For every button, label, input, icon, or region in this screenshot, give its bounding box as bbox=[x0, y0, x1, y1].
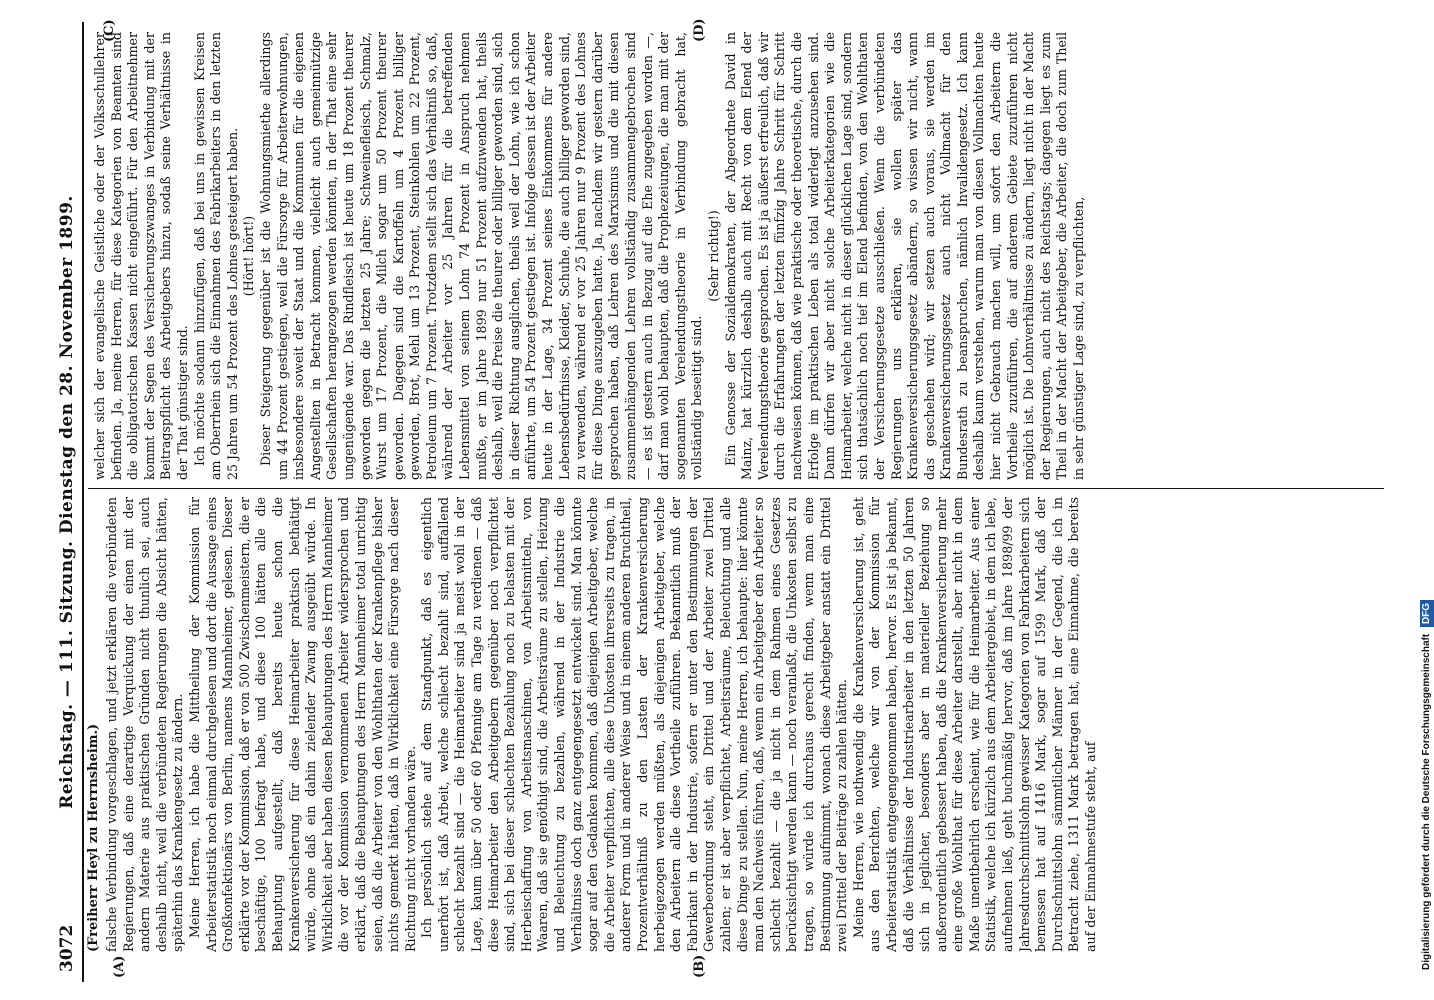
paragraph: Ich persönlich stehe auf dem Standpunkt, daß es eigentlich unerhört ist, daß Arbeit, welche schlecht bezahlt sind, auffallend schlecht bezahlt sind — die Heimarbeiter sind ja meist wohl in der Lage, kaum über 50 oder 60 Pfennige am Tage zu verdienen — daß diese Heimarbeiter den Arbeitgebern gegenüber noch verpflichtet sind, sich bei dieser schlechten Bezahlung noch zu belasten mit der Herbeischaffung von Arbeitsmaschinen, von Arbeitsmitteln, von Waaren, daß sie genöthigt sind, die Arbeitsräume zu stellen, Heizung und Beleuchtung zu bezahlen, während in der Industrie die Verhältnisse doch ganz entgegengesetzt entwickelt sind. Man könnte sogar auf den Gedanken kommen, daß diejenigen Arbeitgeber, welche die Arbeiter verpflichten, alle diese Unkosten ihrerseits zu tragen, in anderer Form und in anderer Weise und in einem anderen Bruchtheil, Prozentverhältniß zu den Lasten der Krankenversicherung herbeigezogen werden müßten, als diejenigen Arbeitgeber, welche den Arbeitern alle diese Vortheile zuführen. Bekanntlich muß der Fabrikant in der Industrie, sofern er unter den Bestimmungen der Gewerbeordnung steht, ein Drittel und der Arbeiter zwei Drittel zahlen; er ist aber verpflichtet, Arbeitsräume, Beleuchtung und alle diese Dinge zu stellen. Nun, meine Herren, ich behaupte: hier könnte man den Nachweis führen, daß, wenn ein Arbeitgeber den Arbeiter so schlecht bezahlt — die ja nicht in dem Rahmen eines Gesetzes berücksichtigt werden kann — noch veranlaßt, die Unkosten selbst zu tragen, so würde ich durchaus gerecht finden, wenn man eine Bestimmung aufnimmt, wonach diese Arbeitgeber anstatt ein Drittel zwei Drittel der Beiträge zu zahlen hätten. bbox=[419, 497, 850, 952]
paragraph: falsche Verbindung vorgeschlagen, und jetzt erklären die verbündeten Regierungen, daß eine derartige Verquickung der einen mit der andern Materie aus praktischen Gründen nicht thunlich sei, auch deshalb nicht, weil die verbündeten Regierungen die Absicht hätten, späterhin das Krankengesetz zu ändern. bbox=[104, 497, 186, 952]
header-rule bbox=[82, 22, 84, 982]
dfg-logo: DFG bbox=[1420, 600, 1434, 627]
paragraph: Ich möchte sodann hinzufügen, daß bei uns in gewissen Kreisen am Oberrhein sich die Einnahmen des Fabrikarbeiters in den letzten 25 Jahren um 54 Prozent des Lohnes gesteigert haben. bbox=[191, 32, 240, 480]
left-column bbox=[104, 497, 1382, 952]
right-column bbox=[92, 32, 1382, 480]
paragraph: Meine Herren, wie nothwendig die Krankenversicherung ist, geht aus den Berichten, welche wir von der Kommission für Arbeiterstatistik entgegengenommen haben, hervor. Es ist ja bekannt, daß die Verhältnisse der Industriearbeiter in den letzten 50 Jahren sich in jeglicher, besonders aber in materieller Beziehung so außerordentlich gebessert haben, daß die Krankenversicherung mehr eine große Wohlthat für diese Arbeiter darstellt, aber nicht in dem Maße unentbehrlich erscheint, wie für die Heimarbeiter. Aus einer Statistik, welche ich kürzlich aus dem Arbeitergebiet, in dem ich lebe, aufnehmen ließ, geht buchmäßig hervor, daß im Jahre 1898/99 der Jahresdurchschnittslohn gewisser Kategorien von Fabrikarbeitern sich bemessen hat auf 1416 Mark, sogar auf 1599 Mark, daß der Durchschnittslohn sämmtlicher Männer in der Gegend, die ich in Betracht ziehe, 1311 Mark betragen hat, eine Einnahme, die bereits auf der Einnahmestufe steht, auf bbox=[850, 497, 1099, 952]
credit-text: Digitalisierung gefördert durch die Deutsche Forschungsgemeinschaft bbox=[1421, 633, 1432, 970]
rotated-page-content bbox=[52, 18, 1392, 982]
page-number: 3072 bbox=[57, 924, 77, 972]
paragraph: welcher sich der evangelische Geistliche oder der Volksschullehrer befinden. Ja, meine Herren, für diese Kategorien von Beamten sind die obligatorischen Kassen nicht eingeführt. Für den Arbeitnehmer kommt der Segen des Versicherungszwanges in Verbindung mit der Beitragspflicht des Arbeitgebers hinzu, sodaß seine Verhältnisse in der That günstiger sind. bbox=[92, 32, 190, 480]
margin-marker-b: (B) bbox=[692, 954, 707, 978]
page-header bbox=[52, 22, 82, 982]
paragraph: Ein Genosse der Sozialdemokraten, der Abgeordnete David in Mainz, hat kürzlich deshalb auch mit Recht von dem Elend der Verelendungstheorie gesprochen. Es ist ja äußerst erfreulich, daß wir durch die Erfahrungen der letzten fünfzig Jahre Schritt für Schritt nachweisen können, daß wie praktische oder theoretische, durch die Erfolge im praktischen Leben als total widerlegt anzusehen sind. Dann dürfen wir aber nicht solche Arbeiterkategorien wie die Heimarbeiter, welche nicht in dieser glücklichen Lage sind, sondern sich thatsächlich noch tief im Elend befinden, von den Wohlthaten der Versicherungsgesetze ausschließen. Wenn die verbündeten Regierungen uns erklären, sie wollen später das Krankenversicherungsgesetz abändern, so wissen wir nicht, wann das geschehen wird; wir setzen auch voraus, sie werden im Krankenversicherungsgesetz auch nicht Vollmacht für den Bundesrath zu beanspruchen, nämlich Invalidengesetz. Ich kann deshalb kaum verstehen, warum man von diesen Vollmachten heute hier nicht Gebrauch machen will, um sofort den Arbeitern die Vortheile zuzuführen, die auf anderem Gebiete zuzuführen nicht möglich ist. Die Lohnverhältnisse zu ändern, liegt nicht in der Macht der Regierungen, auch nicht des Reichstags; dagegen liegt es zum Theil in der Macht der Arbeitgeber, die Arbeiter, die doch zum Theil in sehr günstiger Lage sind, zu verpflichten, bbox=[722, 32, 1087, 480]
margin-marker-d: (D) bbox=[692, 18, 707, 42]
column-divider bbox=[88, 488, 1384, 489]
interjection: (Sehr richtig!) bbox=[705, 210, 721, 302]
speaker-note: (Freiherr Heyl zu Herrnsheim.) bbox=[86, 723, 101, 952]
margin-marker-a: (A) bbox=[112, 955, 127, 978]
paragraph: Meine Herren, ich habe die Mittheilung der Kommission für Arbeiterstatistik noch einmal durchgelesen und dort die Aussage eines Großkonfektionärs von Berlin, namens Mannheimer, gelesen. Dieser erklärte vor der Kommission, daß er von 500 Zwischenmeistern, die er beschäftige, 100 befragt habe, und diese 100 hätten alle die Behauptung aufgestellt, daß bereits heute schon die Krankenversicherung für diese Heimarbeiter praktisch bethätigt würde, ohne daß ein dahin zielender Zwang ausgeübt würde. In Wirklichkeit aber haben diesen Behauptungen des Herrn Mannheimer die vor der Kommission vernommenen Arbeiter widersprochen und erklärt, daß die Behauptungen des Herrn Mannheimer total unrichtig seien, daß die Arbeiter von den Wohlthaten der Krankenpflege bisher nichts gemerkt hätten, daß in Wirklichkeit eine Fürsorge nach dieser Richtung nicht vorhanden wäre. bbox=[186, 497, 418, 952]
margin-marker-c: (C) bbox=[102, 19, 117, 42]
digitization-credit bbox=[1420, 10, 1434, 970]
paragraph: Dieser Steigerung gegenüber ist die Wohnungsmiethe allerdings um 44 Prozent gestiegen, weil die Fürsorge für Arbeiterwohnungen, insbesondere soweit der Staat und die Kommunen für die eigenen Angestellten in Betracht kommen, vielleicht auch gemeinnützige Gesellschaften herangezogen werden könnten, in der That eine sehr ungenügende war. Das Rindfleisch ist heute um 18 Prozent theurer geworden gegen die letzten 25 Jahre; Schweinefleisch, Schmalz, Wurst um 17 Prozent, die Milch sogar um 50 Prozent theurer geworden. Dagegen sind die Kartoffeln um 4 Prozent billiger geworden, Brot, Mehl um 13 Prozent, Steinkohlen um 22 Prozent, Petroleum um 7 Prozent. Trotzdem stellt sich das Verhältniß so, daß, während der Arbeiter vor 25 Jahren für die betreffenden Lebensmittel von seinem Lohn 74 Prozent in Anspruch nehmen mußte, er im Jahre 1899 nur 51 Prozent aufzuwenden hat, theils deshalb, weil die Preise die theurer oder billiger geworden sind, sich in dieser Richtung ausglichen, theils weil der Lohn, wie ich schon anführte, um 54 Prozent gestiegen ist. Infolge dessen ist der Arbeiter heute in der Lage, 34 Prozent seines Einkommens für andere Lebensbedürfnisse, Kleider, Schuhe, die auch billiger geworden sind, zu verwenden, während er vor 25 Jahren nur 9 Prozent des Lohnes für diese Dinge auszugeben hatte. Ja, nachdem wir gestern darüber gesprochen haben, daß Lehren des Marxismus und die mit diesen zusammenhängenden Lehren vollständig zusammengebrochen sind — es ist gestern auch in Bezug auf die Ehe zugegeben worden —, darf man wohl behaupten, daß die Prophezeiungen, die man mit der sogenannten Verelendungstheorie in Verbindung gebracht hat, vollständig beseitigt sind. bbox=[257, 32, 705, 480]
interjection: (Hört! hört!) bbox=[241, 215, 257, 297]
running-title: Reichstag. — 111. Sitzung. Dienstag den 28. November 1899. bbox=[57, 195, 77, 809]
